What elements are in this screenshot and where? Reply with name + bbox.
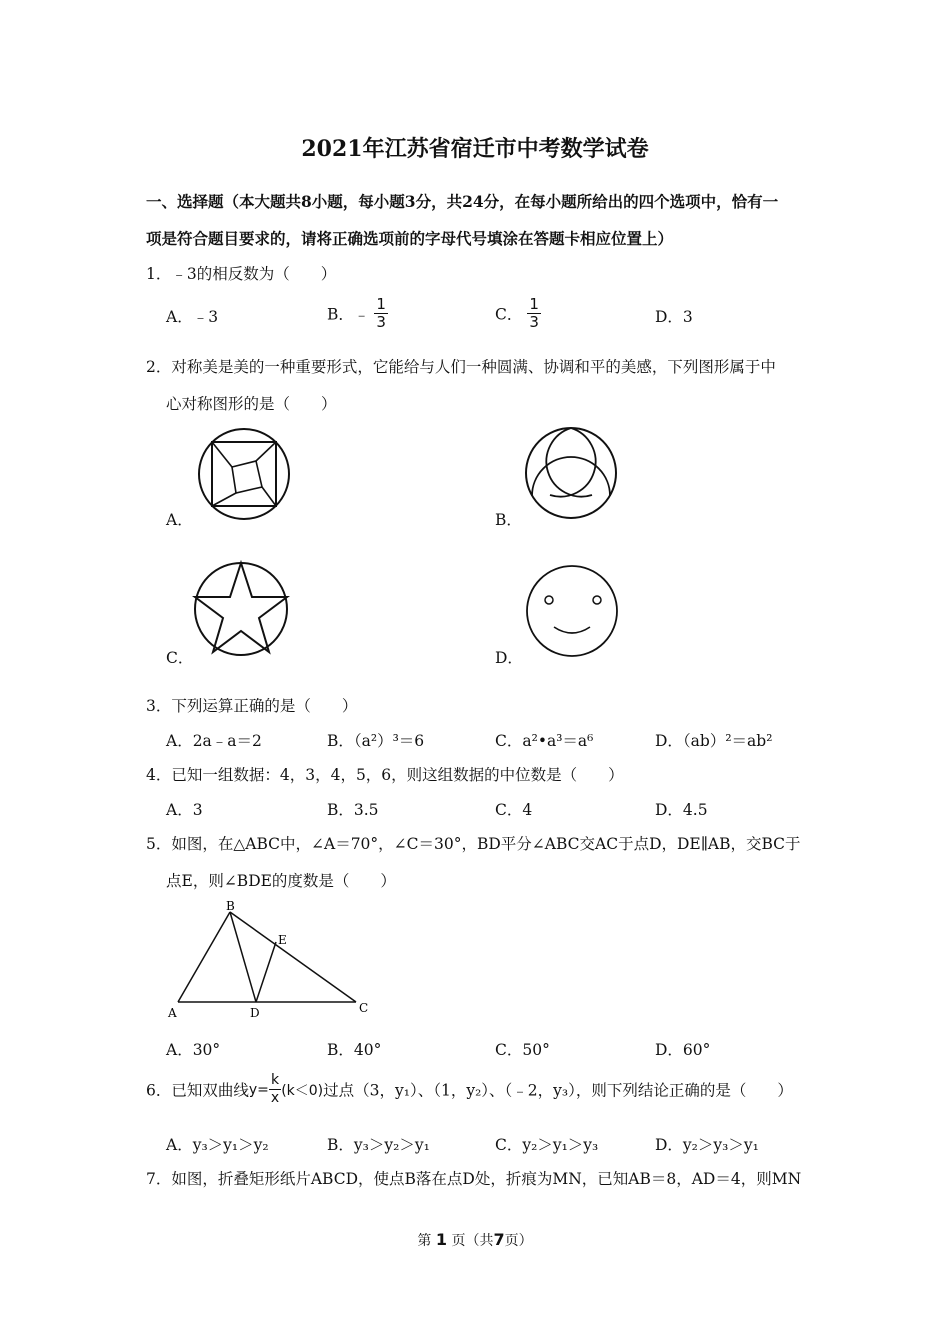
point-label-b: B (226, 899, 235, 913)
fraction-numerator: 1 (529, 295, 539, 313)
question-5-line2: 点E，则∠BDE的度数是（ ） (166, 872, 396, 890)
q6-formula-fraction (269, 1072, 281, 1107)
question-5-line1: 5．如图，在△ABC中，∠A＝70°，∠C＝30°，BD平分∠ABC交AC于点D，DE∥AB，交BC于 (146, 835, 801, 853)
question-2-line2: 心对称图形的是（ ） (166, 395, 337, 413)
q1-option-c[interactable] (495, 296, 541, 331)
q6-option-a[interactable]: A．y₃＞y₁＞y₂ (166, 1136, 269, 1154)
q4-option-b[interactable]: B．3.5 (327, 801, 379, 819)
footer-pre: 第 (417, 1233, 432, 1249)
question-7-line1: 7．如图，折叠矩形纸片ABCD，使点B落在点D处，折痕为MN，已知AB＝8，AD＝4，则MN (146, 1170, 802, 1188)
section-heading-line1: 一、选择题（本大题共8小题，每小题3分，共24分，在每小题所给出的四个选项中，恰有一 (146, 192, 779, 211)
page-title: 2021年江苏省宿迁市中考数学试卷 (301, 136, 649, 162)
question-2-line1: 2．对称美是美的一种重要形式，它能给与人们一种圆满、协调和平的美感，下列图形属于中 (146, 358, 776, 376)
q2-option-b[interactable]: B． (495, 511, 522, 529)
question-3-stem: 3．下列运算正确的是（ ） (146, 697, 358, 715)
q2-figure-d-smiley-face (524, 561, 620, 661)
q6-option-c[interactable]: C．y₂＞y₁＞y₃ (495, 1136, 599, 1154)
page-footer (0, 1230, 950, 1250)
q5-option-d[interactable]: D．60° (655, 1041, 711, 1059)
fraction-numerator: k (269, 1072, 281, 1090)
fraction-numerator: 1 (376, 295, 386, 313)
q6-formula-condition: (k＜0) (281, 1082, 324, 1099)
q6-option-d[interactable]: D．y₂＞y₃＞y₁ (655, 1136, 759, 1154)
q1-option-b[interactable] (327, 296, 388, 331)
question-6-stem (146, 1072, 793, 1107)
fraction-denominator: 3 (529, 313, 539, 331)
q3-option-b[interactable]: B．（a²）³＝6 (327, 732, 425, 750)
q1-option-c-fraction (527, 296, 541, 331)
q6-formula-lhs: y= (248, 1081, 269, 1098)
q5-option-a[interactable]: A．30° (166, 1041, 221, 1059)
footer-mid: 页（共 (451, 1233, 494, 1249)
q2-figure-b-trefoil-circle (522, 425, 620, 523)
footer-page-number: 1 (435, 1230, 447, 1249)
q6-formula (248, 1072, 324, 1106)
q5-option-c[interactable]: C．50° (495, 1041, 550, 1059)
q2-option-d[interactable]: D． (495, 649, 523, 667)
q2-option-a[interactable]: A． (166, 511, 193, 529)
question-4-stem: 4．已知一组数据：4，3，4，5，6，则这组数据的中位数是（ ） (146, 766, 624, 784)
footer-total-pages: 7 (493, 1230, 505, 1249)
point-label-d: D (250, 1006, 260, 1020)
q5-triangle-figure (164, 898, 379, 1020)
q2-figure-c-star-in-circle (192, 560, 290, 658)
q6-suffix: 过点（3，y₁）、（1，y₂）、（﹣2，y₃），则下列结论正确的是（ ） (323, 1081, 793, 1100)
q3-option-a[interactable]: A．2a﹣a＝2 (166, 732, 262, 750)
q1-option-c-prefix: C． (495, 305, 523, 324)
q4-option-c[interactable]: C．4 (495, 801, 533, 819)
fraction-denominator: 3 (376, 313, 386, 331)
q3-option-c[interactable]: C．a²•a³＝a⁶ (495, 732, 594, 750)
q6-prefix: 6．已知双曲线 (146, 1081, 249, 1100)
q4-option-a[interactable]: A．3 (166, 801, 203, 819)
q6-option-b[interactable]: B．y₃＞y₂＞y₁ (327, 1136, 430, 1154)
q3-option-d[interactable]: D．（ab）²＝ab² (655, 732, 773, 750)
q2-figure-a-square-in-circle (196, 427, 292, 523)
q1-option-b-fraction (374, 296, 388, 331)
q5-option-b[interactable]: B．40° (327, 1041, 382, 1059)
section-heading-line2: 项是符合题目要求的，请将正确选项前的字母代号填涂在答题卡相应位置上） (146, 229, 674, 248)
point-label-a: A (168, 1006, 177, 1020)
q1-option-b-prefix: B．﹣ (327, 305, 370, 324)
question-1-stem: 1．﹣3的相反数为（ ） (146, 265, 337, 283)
q1-option-d[interactable]: D．3 (655, 308, 693, 326)
q1-option-a[interactable]: A．﹣3 (166, 308, 219, 326)
q4-option-d[interactable]: D．4.5 (655, 801, 708, 819)
point-label-e: E (278, 933, 287, 947)
point-label-c: C (359, 1001, 369, 1015)
fraction-denominator: x (270, 1090, 280, 1106)
q2-option-c[interactable]: C． (166, 649, 194, 667)
footer-post: 页） (504, 1233, 533, 1249)
